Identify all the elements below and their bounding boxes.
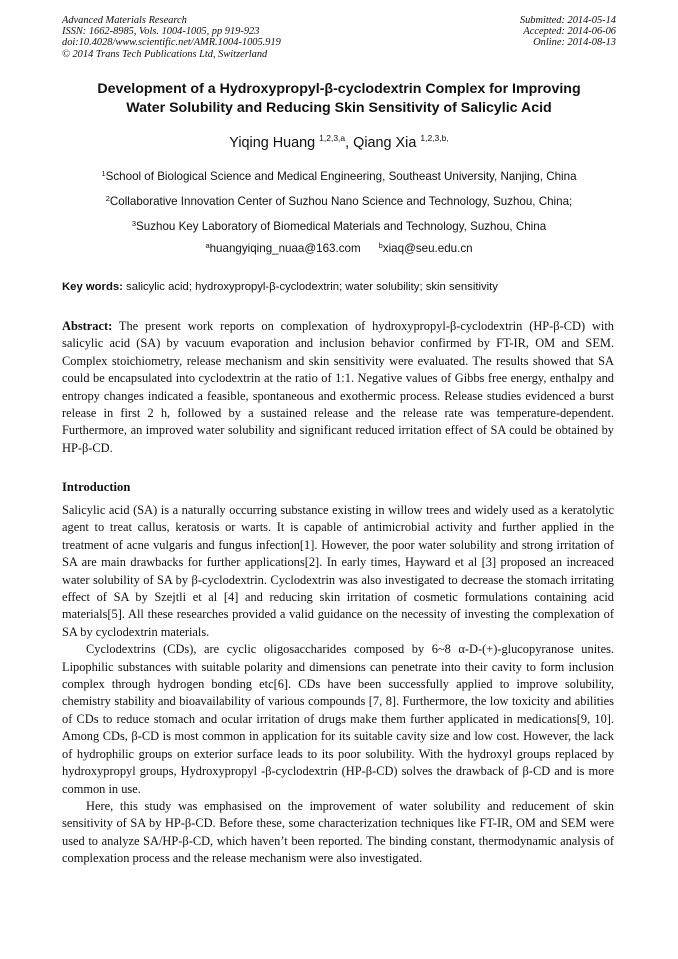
introduction-body <box>62 502 614 868</box>
author-separator: , <box>345 135 354 151</box>
email-b[interactable]: xiaq@seu.edu.cn <box>382 242 473 255</box>
keywords-text: salicylic acid; hydroxypropyl-β-cyclodextrin; water solubility; skin sensitivity <box>122 281 498 293</box>
email-a-mark: a <box>205 241 210 250</box>
introduction-heading: Introduction <box>62 480 131 494</box>
email-a[interactable]: huangyiqing_nuaa@163.com <box>209 242 361 255</box>
affiliation-2-text: Collaborative Innovation Center of Suzhou Nano Science and Technology, Suzhou, China; <box>109 195 573 208</box>
affiliation-2-mark: 2 <box>105 194 110 203</box>
journal-header <box>62 15 281 60</box>
affiliation-1-mark: 1 <box>101 169 106 178</box>
affiliation-3-text: Suzhou Key Laboratory of Biomedical Materials and Technology, Suzhou, China <box>136 220 547 233</box>
journal-copyright: © 2014 Trans Tech Publications Ltd, Switzerland <box>62 48 268 60</box>
author-1-affiliation-marks: 1,2,3,a <box>319 133 346 143</box>
online-date: Online: 2014-08-13 <box>533 37 616 49</box>
title-line-1: Development of a Hydroxypropyl-β-cyclodextrin Complex for Improving <box>97 81 581 97</box>
keywords-label: Key words: <box>62 281 123 293</box>
affiliation-1-text: School of Biological Science and Medical Engineering, Southeast University, Nanjing, China <box>105 170 577 183</box>
journal-name: Advanced Materials Research <box>62 15 187 26</box>
affiliation-1 <box>30 167 648 184</box>
dates-header <box>520 15 616 49</box>
email-b-mark: b <box>378 241 383 250</box>
author-2-affiliation-marks: 1,2,3,b, <box>420 133 449 143</box>
affiliation-3-mark: 3 <box>131 219 137 228</box>
intro-paragraph-3: Here, this study was emphasised on the improvement of water solubility and reducement of skin sensitivity of SA by HP-β-CD. Before these, some characterization techniques like FT-IR, OM and SEM were used to analyze SA/HP-β-CD, which haven’t been reported. The binding constant, thermodynamic analysis of complexation process and the release mechanism were also investigated. <box>62 798 614 866</box>
author-list <box>40 129 638 152</box>
submitted-date: Submitted: 2014-05-14 <box>519 15 616 26</box>
abstract-text: The present work reports on complexation of hydroxypropyl-β-cyclodextrin (HP-β-CD) with salicylic acid (SA) by vacuum evaporation and inclusion behavior confirmed by FT-IR, OM and SEM. Complex stoichiometry, release mechanism and skin sensitivity were evaluated. The results showed that SA could be encapsulated into cyclodextrin at the ratio of 1:1. Negative values of Gibbs free energy, enthalpy and entropy changes indicated a feasible, spontaneous and exothermic process. Release studies evidenced a burst release in first 2 h, followed by a sustained release and the release rate was temperature-dependent. Furthermore, an improved water solubility and significant reduced irritation effect of SA could be obtained by HP-β-CD. <box>62 319 614 455</box>
intro-paragraph-2: Cyclodextrins (CDs), are cyclic oligosaccharides composed by 6~8 α-D-(+)-glucopyranose unites. Lipophilic substances with suitable polarity and dimensions can penetrate into their cavity to form inclusion complex through hydrogen bonding etc[6]. CDs have been successfully applied to improve solubility, chemistry stability and bioavailability of various compounds [7, 8]. Furthermore, the low toxicity and abilities of CDs to reduce stomach and ocular irritation of drugs make them further applicated in medications[9, 10]. Among CDs, β-CD is most common in application for its suitable cavity size and low cost. However, the lack of hydrophilic groups on exterior surface leads to its poor solubility. With the hydroxyl groups replaced by hydroxypropyl groups, Hydroxypropyl -β-cyclodextrin (HP-β-CD) solves the drawback of β-CD and is more common in use. <box>62 642 614 796</box>
accepted-date: Accepted: 2014-06-06 <box>523 26 616 38</box>
title-line-2: Water Solubility and Reducing Skin Sensitivity of Salicylic Acid <box>126 99 552 116</box>
keywords <box>62 280 622 294</box>
journal-doi: doi:10.4028/www.scientific.net/AMR.1004-1005.919 <box>62 37 281 49</box>
paper-title <box>40 80 638 117</box>
intro-paragraph-1: Salicylic acid (SA) is a naturally occurring substance existing in willow trees and widely used as a keratolytic agent to treat callus, keratosis or warts. It is capable of antimicrobial activity and further applied in the treatment of acne vulgaris and fungus infection[1]. However, the poor water solubility and strong irritation of SA are main drawbacks for further applications[2]. In early times, Hayward et al [3] proposed an increaced water solubility of SA by β-cyclodextrin. Cyclodextrin was also investigated to decrease the stomach irritating effect of SA by Szejtli et al [4] and reducing skin irritation of cosmetic formulations containing acid materials[5]. All these researches provided a valid guidance on the necessity of investing the complexation of SA by cyclodextrin materials. <box>62 503 614 639</box>
abstract-label: Abstract: <box>62 319 113 333</box>
affiliation-3 <box>30 217 648 234</box>
journal-issn: ISSN: 1662-8985, Vols. 1004-1005, pp 919-923 <box>62 26 260 38</box>
author-emails <box>30 241 648 255</box>
abstract <box>62 318 614 457</box>
affiliation-2 <box>30 192 648 209</box>
author-1-name: Yiqing Huang <box>229 135 316 151</box>
author-2-name: Qiang Xia <box>353 135 417 151</box>
